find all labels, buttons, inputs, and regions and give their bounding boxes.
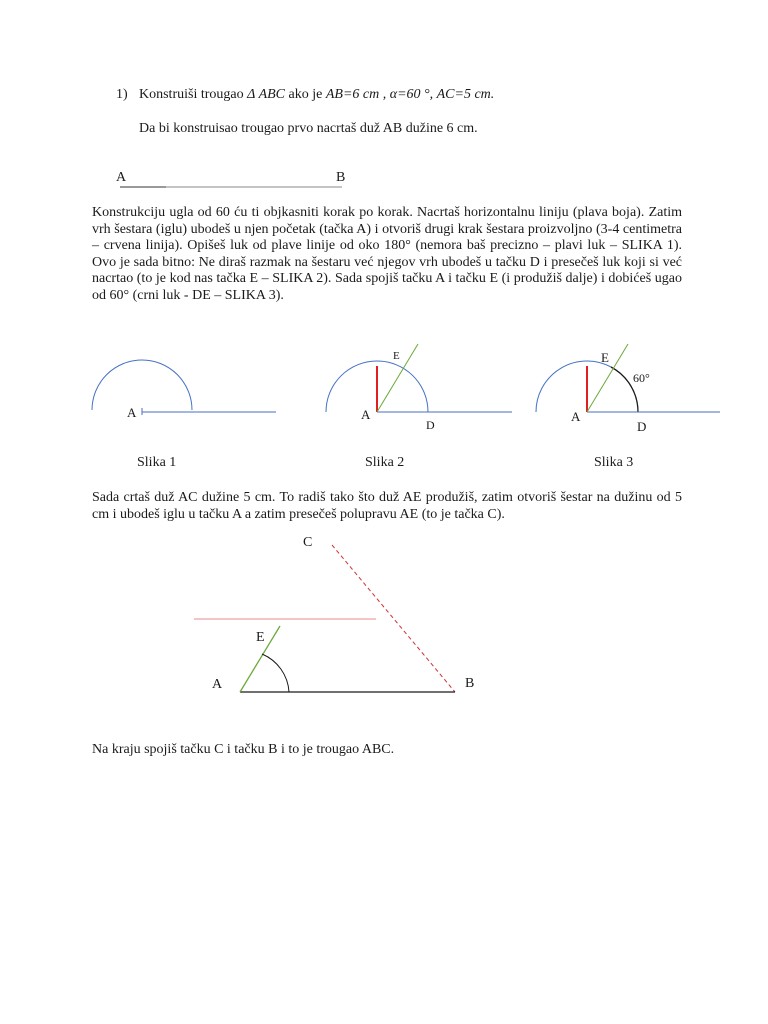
triangle-label-b: B <box>465 676 475 691</box>
figure-slika-1 <box>88 360 283 430</box>
task-number: 1) <box>116 87 128 102</box>
slika3-label-e: E <box>601 350 609 365</box>
triangle-angle-arc <box>262 654 289 692</box>
slika3-label-d: D <box>637 419 647 434</box>
task-text-mid: ako je <box>285 87 326 102</box>
caption-slika-3: Slika 3 <box>594 455 634 470</box>
figure-slika-3 <box>530 340 730 420</box>
slika2-label-e: E <box>393 350 400 362</box>
slika2-label-a: A <box>361 407 371 422</box>
caption-slika-1: Slika 1 <box>137 455 177 470</box>
slika1-blue-arc <box>92 360 192 410</box>
slika2-label-d: D <box>426 418 435 432</box>
caption-slika-2: Slika 2 <box>365 455 405 470</box>
segment-label-a: A <box>116 170 127 185</box>
conclusion: Na kraju spojiš tačku C i tačku B i to je trougao ABC. <box>92 742 395 757</box>
task-given: AB=6 cm , α=60 °, AC=5 cm. <box>325 87 495 102</box>
task-formula: Δ ABC <box>247 87 286 102</box>
figure-slika-2 <box>320 340 520 420</box>
task-intro: Da bi konstruisao trougao prvo nacrtaš duž AB dužine 6 cm. <box>139 121 478 136</box>
slika3-label-a: A <box>571 409 581 424</box>
triangle-label-a: A <box>212 677 223 692</box>
figure-triangle <box>190 540 480 700</box>
triangle-label-c: C <box>303 535 313 550</box>
paragraph-segment-ac: Sada crtaš duž AC dužine 5 cm. To radiš tako što duž AE produžiš, zatim otvoriš šestar na dužinu od 5 cm i ubodeš iglu u tačku A a zatim presečeš polupravu AE (to je tačka C). <box>92 490 682 522</box>
slika1-label-a: A <box>127 405 137 420</box>
slika3-angle-label: 60° <box>633 371 650 385</box>
segment-label-b: B <box>336 170 346 185</box>
task-statement <box>139 87 494 104</box>
triangle-label-e: E <box>256 630 265 645</box>
slika3-blue-arc <box>536 361 611 412</box>
segment-ab <box>118 183 348 191</box>
paragraph-construction: Konstrukciju ugla od 60 ću ti objkasniti korak po korak. Nacrtaš horizontalnu liniju (plava boja). Zatim vrh šestara (iglu) ubodeš u njen početak (tačka A) i otvoriš drugi krak šestara proizvoljno (3-4 centimetra – crvena linija). Opišeš luk od plave linije od oko 180° (nemora baš precizno – plavi luk – SLIKA 1). Ovo je sada bitno: Ne diraš razmak na šestaru već njegov vrh ubodeš u tačku D i presečeš luk koji si već nacrtao (to je kod nas tačka E – SLIKA 2). Sada spojiš tačku A i tačku E (i produžiš dalje) i dobićeš ugao od 60° (crni luk - DE – SLIKA 3). <box>92 205 682 303</box>
task-text-before: Konstruiši trougao <box>139 87 248 102</box>
